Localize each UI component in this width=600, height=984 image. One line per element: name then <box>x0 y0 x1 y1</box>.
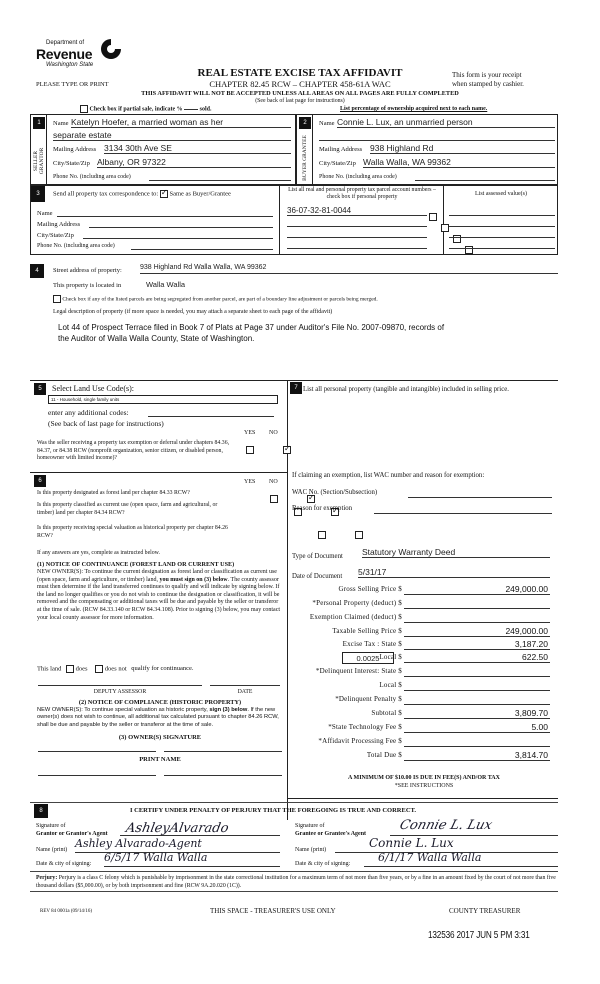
seller-mailing-field[interactable]: 3134 30th Ave SE <box>104 143 291 154</box>
grantor-name-label: Name (print) <box>36 847 68 853</box>
grantee-date-label: Date & city of signing: <box>295 861 351 867</box>
assessed-header: List assessed value(s) <box>475 191 527 197</box>
segregate-row <box>53 295 378 303</box>
grantee-date-field[interactable]: 6/1/17 Walla Walla <box>364 851 558 867</box>
corr-mailing-label: Mailing Address <box>37 221 81 228</box>
seller-name-label: Name <box>53 120 69 127</box>
assessed-value-field[interactable] <box>449 228 555 238</box>
same-as-buyer-label: Same as Buyer/Grantee <box>169 190 231 198</box>
doc-type-field[interactable]: Statutory Warranty Deed <box>362 547 550 558</box>
partial-sale-checkbox[interactable] <box>80 105 88 113</box>
partial-sale-row <box>80 105 212 113</box>
additional-codes-label: enter any additional codes: <box>48 408 129 417</box>
ownership-note: List percentage of ownership acquired next to each name. <box>340 106 488 112</box>
grantor-signature[interactable]: AshleyAlvarado <box>124 821 230 836</box>
doc-date-field[interactable]: 5/31/17 <box>358 567 550 578</box>
perjury-top-border <box>30 871 558 872</box>
form-number: REV 84 0001a (09/14/16) <box>40 909 92 914</box>
parcel-field[interactable]: 36-07-32-81-0044 <box>287 206 427 216</box>
buyer-mailing-field[interactable]: 938 Highland Rd <box>370 143 555 154</box>
buyer-mailing-label: Mailing Address <box>319 146 363 153</box>
buyer-city-label: City/State/Zip <box>319 160 356 167</box>
partial-sale-label: Check box if partial sale, indicate % <box>89 106 183 113</box>
section-2-buyer <box>296 114 558 185</box>
delinquent-penalty-field[interactable] <box>404 695 550 705</box>
corr-city-field[interactable] <box>83 230 273 239</box>
forest-land-question: Is this property designated as forest land per chapter 84.33 RCW? <box>37 490 190 496</box>
grantor-signature-line <box>120 832 280 836</box>
grantee-sig-label-1: Signature of <box>295 823 325 829</box>
land-use-label: Select Land Use Code(s): <box>52 384 134 393</box>
delinquent-interest-local-field[interactable] <box>404 681 550 691</box>
grantor-date-field[interactable]: 6/5/17 Walla Walla <box>104 851 280 867</box>
grantor-name-field[interactable]: Ashley Alvarado-Agent <box>75 837 280 853</box>
street-address-label: Street address of property: <box>53 267 122 274</box>
affidavit-processing-fee-row: *Affidavit Processing Fee $ <box>302 737 552 749</box>
buyer-name-label: Name <box>319 120 335 127</box>
right-column-border <box>288 380 558 381</box>
section-number: 3 <box>31 186 45 202</box>
parcel-field[interactable] <box>287 217 427 227</box>
section-6-divider <box>30 472 288 473</box>
see-back-note: (See back of last page for instructions) <box>255 98 345 104</box>
corr-mailing-field[interactable] <box>89 219 273 228</box>
state-technology-fee-row: *State Technology Fee $ 5.00 <box>328 722 548 732</box>
excise-tax-local-row: Local $ 622.50 <box>379 652 548 662</box>
corr-city-label: City/State/Zip <box>37 232 74 239</box>
assessed-value-field[interactable] <box>449 206 555 216</box>
assessed-value-field[interactable] <box>449 217 555 227</box>
logo-line1: Department of <box>46 40 85 46</box>
no-header: NO <box>269 430 278 436</box>
notice-continuance-title: (1) NOTICE OF CONTINUANCE (FOREST LAND OR CURRENT USE) <box>37 561 235 568</box>
left-column-border <box>30 380 288 381</box>
corr-phone-field[interactable] <box>131 241 273 250</box>
exemption-claimed-field[interactable] <box>404 613 550 623</box>
land-use-see-back: (See back of last page for instructions) <box>48 419 164 428</box>
treasurer-use-label: THIS SPACE - TREASURER'S USE ONLY <box>210 907 336 915</box>
perjury-certification: I CERTIFY UNDER PENALTY OF PERJURY THAT THE FOREGOING IS TRUE AND CORRECT. <box>130 807 417 814</box>
perjury-notice: Perjury: Perjury is a class C felony which is punishable by imprisonment in the state correctional institution for a maximum term of not more than five years, or by a fine in an amount fixed by the court of not more than five thousand dollars ($5,000.00), or by both imprisonment and fine (RCW 9A.20.020 (1C)). <box>36 875 556 889</box>
does-not-qualify-checkbox[interactable] <box>95 665 103 673</box>
seller-city-field[interactable]: Albany, OR 97322 <box>97 157 291 168</box>
grantor-sig-label-1: Signature of <box>36 823 66 829</box>
corr-phone-label: Phone No. (including area code) <box>37 243 115 249</box>
buyer-name-field-2[interactable] <box>319 130 555 141</box>
exemption-claimed-row: Exemption Claimed (deduct) $ <box>302 613 552 625</box>
buyer-grantee-label: BUYER GRANTEE <box>302 135 308 181</box>
current-use-question: Is this property classified as current use (open space, farm and agricultural, or timber) land per chapter 84.34 RCW? <box>37 502 218 516</box>
seller-grantor-label: SELLER GRANTOR <box>33 147 45 175</box>
seller-phone-label: Phone No. (including area code) <box>53 174 131 180</box>
continuance-row: This land does does not qualify for continuance. <box>37 665 194 673</box>
grantor-sig-label-2: Grantor or Grantor's Agent <box>36 831 108 837</box>
section-number: 2 <box>299 117 311 129</box>
exemption-yes-checkbox[interactable] <box>246 446 254 454</box>
send-correspondence-label: Send all property tax correspondence to: <box>53 190 159 198</box>
parcel-header: List all real and personal property tax parcel account numbers – check box if personal property <box>288 187 436 200</box>
forest-no-checkbox[interactable] <box>307 495 315 503</box>
please-type: PLEASE TYPE OR PRINT <box>36 81 109 88</box>
delinquent-interest-state-row: *Delinquent Interest: State $ <box>302 667 552 679</box>
personal-property-deduct-field[interactable] <box>404 599 550 609</box>
street-address-field[interactable]: 938 Highland Rd Walla Walla, WA 99362 <box>140 264 558 274</box>
buyer-name-field[interactable]: Connie L. Lux, an unmarried person <box>337 117 555 128</box>
buyer-phone-label: Phone No. (including area code) <box>319 174 397 180</box>
grantee-signature[interactable]: Connie L. Lux <box>397 818 494 833</box>
wac-field[interactable] <box>408 489 552 498</box>
amounts-table <box>302 585 552 765</box>
delinquent-penalty-row: *Delinquent Penalty $ <box>302 695 552 707</box>
excise-tax-state-row: Excise Tax : State $ 3,187.20 <box>342 639 548 649</box>
gross-selling-price-row: Gross Selling Price $ 249,000.00 <box>338 584 548 594</box>
additional-codes-field[interactable] <box>148 408 274 417</box>
legal-description-line1[interactable]: Lot 44 of Prospect Terrace filed in Book 7 of Plats at Page 37 under Auditor's File No. 2007-09870, records of <box>58 323 445 332</box>
doc-date-label: Date of Document <box>292 573 343 580</box>
dor-swirl-logo-icon <box>100 38 122 60</box>
receipt-note-2: when stamped by cashier. <box>452 80 524 88</box>
subtotal-row: Subtotal $ 3,809.70 <box>371 708 548 718</box>
deputy-assessor-signature-line[interactable] <box>38 682 202 686</box>
treasurer-stamp: 132536 2017 JUN 5 PM 3:31 <box>428 930 530 941</box>
print-name-label: PRINT NAME <box>139 756 181 763</box>
located-in-value[interactable]: Walla Walla <box>146 280 186 289</box>
doc-type-label: Type of Document <box>292 553 343 560</box>
section-number: 1 <box>33 117 45 129</box>
logo-line2: Revenue <box>36 46 93 62</box>
print-name-line-1[interactable] <box>38 772 156 776</box>
owner-signature-label: (3) OWNER(S) SIGNATURE <box>118 734 202 741</box>
notice-compliance-text: NEW OWNER(S): To continue special valuation as historic property, sign (3) below. If the new owner(s) does not wish to continue, all additional tax calculated pursuant to chapter 84.26 RCW, shall be due and payable by the seller or transferor at the time of sale. <box>37 707 279 728</box>
section-8-top-border <box>30 802 558 803</box>
yes-header: YES <box>244 479 256 485</box>
seller-phone-field[interactable] <box>149 172 291 181</box>
yes-header: YES <box>244 430 256 436</box>
print-name-line-2[interactable] <box>164 772 282 776</box>
if-yes-instruction: If any answers are yes, complete as instructed below. <box>37 550 160 556</box>
historic-yes-checkbox[interactable] <box>318 531 326 539</box>
logo-line3: Washington State <box>46 62 94 68</box>
grantee-name-label: Name (print) <box>295 847 327 853</box>
section-1-seller <box>30 114 296 185</box>
grantor-date-label: Date & city of signing: <box>36 861 92 867</box>
affidavit-processing-fee-field[interactable] <box>404 737 550 747</box>
see-instructions-note: *SEE INSTRUCTIONS <box>394 783 454 789</box>
buyer-phone-field[interactable] <box>415 172 555 181</box>
deputy-assessor-label: DEPUTY ASSESSOR <box>93 689 147 695</box>
seller-name-field-2[interactable]: separate estate <box>53 130 291 141</box>
forest-yes-checkbox[interactable] <box>270 495 278 503</box>
grantee-name-field[interactable]: Connie L. Lux <box>335 836 558 853</box>
assessor-date-line[interactable] <box>210 682 280 686</box>
section-number: 7 <box>290 382 302 394</box>
buyer-city-field[interactable]: Walla Walla, WA 99362 <box>363 157 555 168</box>
exemption-reason-field[interactable] <box>374 505 552 514</box>
delinquent-interest-local-row: Local $ <box>302 681 552 693</box>
dor-logo <box>36 38 126 70</box>
exemption-reason-label: Reason for exemption <box>292 505 353 512</box>
section-number: 6 <box>34 475 46 487</box>
notice-compliance-title: (2) NOTICE OF COMPLIANCE (HISTORIC PROPERTY) <box>78 699 242 706</box>
parcel-field[interactable] <box>287 228 427 238</box>
legal-description-line2[interactable]: the Auditor of Walla Walla County, State of Washington. <box>58 334 255 343</box>
historic-question: Is this property receiving special valuation as historical property per chapter 84.26 RCW? <box>37 525 228 539</box>
does-qualify-checkbox[interactable] <box>66 665 74 673</box>
personal-property-checkbox[interactable] <box>441 224 449 232</box>
page-subtitle: CHAPTER 82.45 RCW – CHAPTER 458-61A WAC <box>209 79 391 89</box>
notice-continuance-text: NEW OWNER(S): To continue the current designation as forest land or classification as current use (open space, farm and agriculture, or timber) land, you must sign on (3) below. The county assessor must then determine if the land transferred continues to qualify and will indicate by signing below. If the land no longer qualifies or you do not wish to continue the designation or classification, it will be removed and the compensating or additional taxes will be due and payable by the seller or transferor at the time of sale. (RCW 84.33.140 or RCW 84.34.108). Prior to signing (3) below, you may contact your local county assessor for more information. <box>37 569 281 621</box>
assessed-value-field[interactable] <box>449 239 555 249</box>
section-number: 4 <box>30 264 44 278</box>
same-as-buyer-checkbox[interactable] <box>160 190 168 198</box>
wac-label: WAC No. (Section/Subsection) <box>292 489 378 496</box>
exemption-instruction: If claiming an exemption, list WAC number and reason for exemption: <box>292 472 485 479</box>
parcel-field[interactable] <box>287 239 427 249</box>
seller-name-field[interactable]: Katelyn Hoefer, a married woman as her <box>71 117 291 128</box>
seller-mailing-label: Mailing Address <box>53 146 97 153</box>
corr-name-label: Name <box>37 210 53 217</box>
land-use-select[interactable]: 11 - Household, single family units <box>48 395 278 404</box>
local-rate-field[interactable]: 0.0025 <box>342 652 394 664</box>
seller-city-label: City/State/Zip <box>53 160 90 167</box>
partial-sale-sold: sold. <box>199 106 212 113</box>
section-7-bottom-border <box>288 798 558 799</box>
legal-description-label: Legal description of property (if more space is needed, you may attach a separate sheet to each page of the affidavit) <box>53 309 333 315</box>
taxable-selling-price-row: Taxable Selling Price $ 249,000.00 <box>332 626 548 636</box>
partial-sale-percent-field[interactable] <box>184 109 198 110</box>
exemption-no-checkbox[interactable] <box>283 446 291 454</box>
section-number: 5 <box>34 383 46 395</box>
send-correspondence-row <box>53 190 231 198</box>
segregate-checkbox[interactable] <box>53 295 61 303</box>
corr-name-field[interactable] <box>57 208 273 217</box>
no-header: NO <box>269 479 278 485</box>
exemption-question: Was the seller receiving a property tax exemption or deferral under chapters 84.36, 84.37, or 84.38 RCW (nonprofit organization, senior citizen, or disabled person, homeowner with limited income)? <box>37 440 230 461</box>
assessor-date-label: DATE <box>237 689 253 695</box>
section-number: 8 <box>34 804 48 818</box>
acceptance-warning: THIS AFFIDAVIT WILL NOT BE ACCEPTED UNLESS ALL AREAS ON ALL PAGES ARE FULLY COMPLETED <box>141 90 459 97</box>
owner-signature-line-1[interactable] <box>38 748 156 752</box>
personal-property-checkbox[interactable] <box>429 213 437 221</box>
minimum-due-note: A MINIMUM OF $10.00 IS DUE IN FEE(S) AND/OR TAX <box>348 775 500 781</box>
personal-property-label: List all personal property (tangible and intangible) included in selling price. <box>303 386 509 393</box>
county-treasurer-label: COUNTY TREASURER <box>449 907 521 915</box>
segregate-label: Check box if any of the listed parcels are being segregated from another parcel, are part of a boundary line adjustment or parcels being merged. <box>62 296 378 303</box>
total-due-row: Total Due $ 3,814.70 <box>366 750 548 760</box>
delinquent-interest-state-field[interactable] <box>404 667 550 677</box>
historic-no-checkbox[interactable] <box>355 531 363 539</box>
grantee-sig-label-2: Grantee or Grantee's Agent <box>295 831 367 837</box>
state-technology-fee-field[interactable] <box>404 723 550 733</box>
personal-property-deduct-row: *Personal Property (deduct) $ <box>302 599 552 611</box>
section-3-correspondence <box>30 185 558 255</box>
located-in-label: This property is located in <box>53 282 122 289</box>
page-title: REAL ESTATE EXCISE TAX AFFIDAVIT <box>197 67 403 79</box>
owner-signature-line-2[interactable] <box>164 748 282 752</box>
receipt-note-1: This form is your receipt <box>452 71 522 79</box>
perjury-bottom-border <box>30 891 558 892</box>
